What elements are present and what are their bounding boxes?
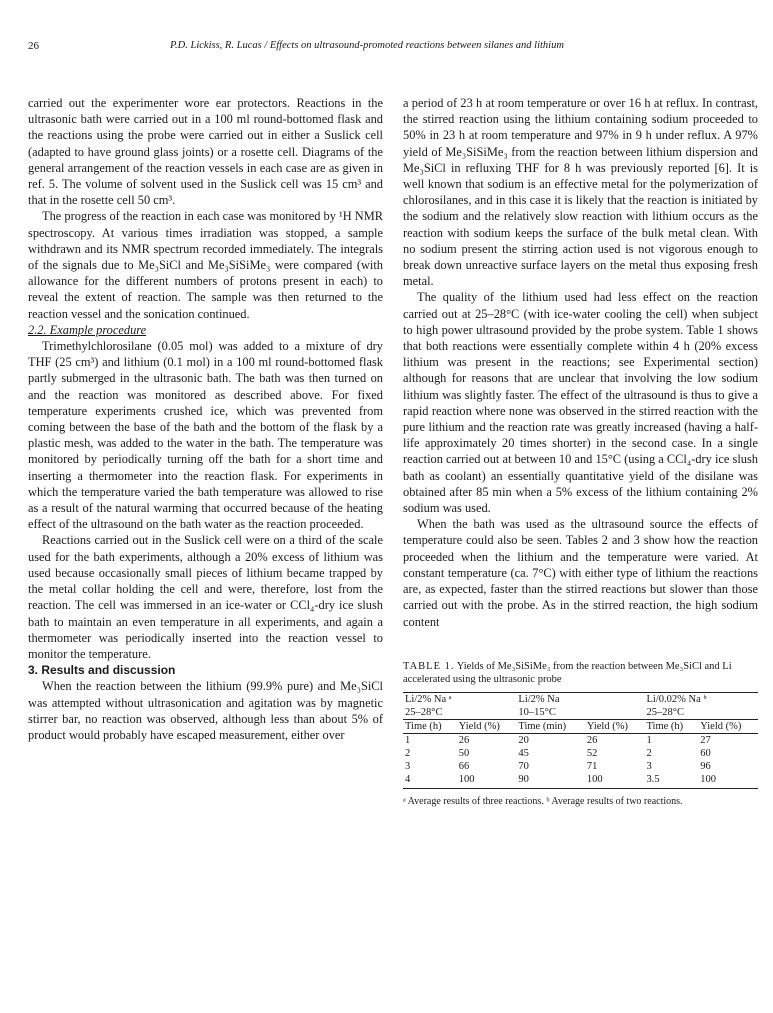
- table-cell: 3.5: [645, 773, 699, 789]
- paragraph: The progress of the reaction in each case was monitored by ¹H NMR spectroscopy. At various times irradiation was stopped, a sample withdrawn and its NMR spectrum recorded immediately. The integrals of the signals due to Me₃SiCl and Me₃SiSiMe₃ were compared (with allowance for the different numbers of protons present in each) to reveal the extent of reaction. The sample was then returned to the reaction vessel and the sonication continued.: [28, 209, 383, 321]
- table-cell: 70: [518, 760, 529, 772]
- table-cell: 27: [700, 734, 711, 746]
- table-cell: 52: [586, 747, 598, 759]
- column-header: Time (min): [516, 719, 584, 733]
- table-row: [403, 773, 758, 789]
- left-column: [28, 95, 383, 743]
- table-cell: 50: [458, 747, 470, 759]
- table-caption-text: Yields of Me₃SiSiMe₃ from the reaction between Me₃SiCl and Li accelerated using the ultrasonic probe: [403, 660, 732, 685]
- table-cell: 4: [403, 773, 457, 789]
- table-cell: 20: [518, 734, 529, 746]
- column-header: Yield (%): [698, 719, 758, 733]
- table-group-row: [403, 692, 758, 706]
- group-temp: 25–28°C: [646, 706, 684, 718]
- column-header: Yield (%): [457, 719, 517, 733]
- table-column-headers: [403, 719, 758, 733]
- table-cell: 45: [518, 747, 529, 759]
- paragraph: carried out the experimenter wore ear protectors. Reactions in the ultrasonic bath were carried out in a 100 ml round-bottomed flask and the reactions using the probe were carried out in either a Suslick cell (adapted to have ground glass joints) or a rosette cell. Diagrams of the general arrangement of the reaction vessels in each case are as given in ref. 5. The volume of solvent used in the Suslick cell was 15 cm³ and that in the rosette cell 50 cm³.: [28, 96, 383, 208]
- right-column: [403, 95, 758, 808]
- table-temp-row: [403, 706, 758, 720]
- table-cell: 96: [700, 760, 711, 772]
- table-cell: 3: [646, 760, 652, 772]
- paragraph: The quality of the lithium used had less effect on the reaction carried out at 25–28°C (with ice-water cooling the cell) when subject to high power ultrasound provided by the probe system. Table 1 shows that both reactions were essentially complete within 4 h (20% excess lithium was present in the reactions; see Experimental section) although for reasons that are unclear that involving the low sodium lithium was slightly faster. The effect of the ultrasound is thus to give a rapid reaction where none was observed in the stirred reaction with the pure lithium and the reaction rate was greatly increased (having a half-life approximately 20 times shorter) in the second case. In a single reaction carried out at between 10 and 15°C (using a CCl₄-dry ice slush bath as coolant) an essentially quantitative yield of the disilane was obtained after 85 min when a 5% excess of the lithium containing 2% sodium was used.: [403, 290, 758, 516]
- running-header: [0, 40, 773, 56]
- running-head: P.D. Lickiss, R. Lucas / Effects on ultrasound-promoted reactions between silanes and lithium: [170, 40, 564, 51]
- data-table: [403, 692, 758, 789]
- group-header: Li/2% Na ᵃ: [403, 692, 516, 706]
- group-temp: 25–28°C: [405, 706, 443, 718]
- table-row: [403, 760, 758, 773]
- table-cell: 100: [457, 773, 517, 789]
- paragraph: Trimethylchlorosilane (0.05 mol) was added to a mixture of dry THF (25 cm³) and lithium (0.1 mol) in a 100 ml round-bottomed flask partly submerged in the ultrasonic bath. The bath was then turned on and the reaction was monitored as described above. For fixed temperature experiments crushed ice, which was prevented from coming between the base of the bath and the bottom of the flask by a plastic mesh, was added to the water in the bath. The temperature was monitored by periodically turning off the bath for a short time and inserting a thermometer into the reaction flask. For experiments in which the temperature varied the bath temperature was allowed to rise as a result of the natural warming that occurred because of the heating effect of the ultrasound on the bath water as the reaction proceeded.: [28, 339, 383, 532]
- paragraph: a period of 23 h at room temperature or over 16 h at reflux. In contrast, the stirred reaction using the lithium containing sodium proceeded to 50% in 23 h at room temperature and 97% in 9 h under reflux. A 97% yield of Me₃SiSiMe₃ from the reaction between lithium dispersion and Me₃SiCl in refluxing THF for 8 h was previously reported [6]. It is well known that sodium is an effective metal for the polymerization of chlorosilanes, and in this case it is likely that the reaction is initiated by the sodium and the relatively slow reaction with lithium occurs as the reaction with sodium keeps the surface of the bulk metal clean. With no sodium present the stirring action used is not vigorous enough to break down unreactive surface layers on the metal thus exposing fresh metal.: [403, 96, 758, 289]
- table-1: [403, 660, 758, 808]
- table-cell: 26: [586, 734, 598, 746]
- column-header: Time (h): [403, 719, 457, 733]
- table-cell: 2: [405, 747, 411, 759]
- table-row: [403, 733, 758, 747]
- table-cell: 1: [646, 734, 652, 746]
- section-heading: 3. Results and discussion: [28, 663, 176, 678]
- table-cell: 100: [585, 773, 645, 789]
- table-cell: 90: [516, 773, 584, 789]
- table-cell: 3: [405, 760, 411, 772]
- paragraph: When the bath was used as the ultrasound source the effects of temperature could also be seen. Tables 2 and 3 show how the reaction proceeded when the lithium and the temperature were varied. At constant temperature (ca. 7°C) with either type of lithium the reactions are, as expected, faster than the stirred reactions but slower than those carried out with the probe. As in the stirred reaction, the high sodium content: [403, 517, 758, 629]
- table-cell: 66: [458, 760, 470, 772]
- table-footnote: ᵃ Average results of three reactions. ᵇ Average results of two reactions.: [403, 795, 683, 807]
- group-header: Li/2% Na: [516, 692, 644, 706]
- table-cell: 60: [700, 747, 711, 759]
- table-cell: 100: [698, 773, 758, 789]
- table-label: TABLE 1.: [403, 660, 455, 672]
- table-caption: [403, 660, 758, 686]
- table-cell: 71: [586, 760, 598, 772]
- column-header: Yield (%): [585, 719, 645, 733]
- subsection-heading: 2.2. Example procedure: [28, 322, 147, 337]
- group-temp: 10–15°C: [518, 706, 556, 718]
- table-cell: 26: [458, 734, 470, 746]
- page-number: 26: [28, 40, 39, 52]
- table-cell: 2: [646, 747, 652, 759]
- column-header: Time (h): [645, 719, 699, 733]
- paragraph: Reactions carried out in the Suslick cell were on a third of the scale used for the bath experiments, although a 20% excess of lithium was used because occasionally small pieces of lithium became trapped by the metal collar holding the cell and were, therefore, lost from the reaction. The cell was immersed in an ice-water or CCl₄-dry ice slush bath to maintain an even temperature in all experiments, and again a thermometer was periodically inserted into the reaction vessel to monitor the temperature.: [28, 533, 383, 661]
- group-header: Li/0.02% Na ᵇ: [645, 692, 759, 706]
- paragraph: When the reaction between the lithium (99.9% pure) and Me₃SiCl was attempted without ultrasonication and agitation was by magnetic stirrer bar, no reaction was observed, although less than about 5% of product would probably have escaped measurement, either over: [28, 679, 383, 742]
- table-row: [403, 747, 758, 760]
- table-cell: 1: [405, 734, 411, 746]
